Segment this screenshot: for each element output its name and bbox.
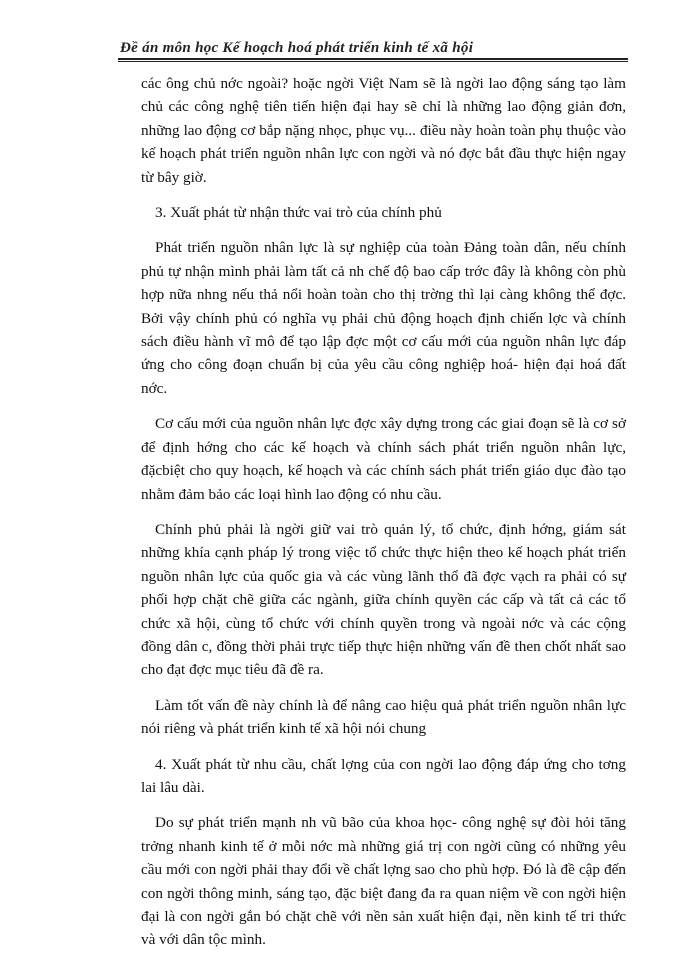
paragraph-efficiency: Làm tốt vấn đề này chính là để nâng cao hiệu quả phát triển nguồn nhân lực nói riêng và phát triển kinh tế xã hội nói chung <box>141 696 626 738</box>
section-heading-3: 3. Xuất phát từ nhận thức vai trò của chính phủ <box>155 204 442 222</box>
running-header: Đề án môn học Kế hoạch hoá phát triển kinh tế xã hội <box>120 40 474 56</box>
paragraph-continuation: các ông chủ nớc ngoài? hoặc ngời Việt Nam sẽ là ngời lao động sáng tạo làm chủ các công nghệ tiên tiến hiện đại hay sẽ chỉ là những lao động giản đơn, những lao động cơ bắp nặng nhọc, phục vụ... điều này hoàn toàn phụ thuộc vào kế hoạch phát triển nguồn nhân lực con ngời và nó đợc bắt đầu thực hiện ngay từ bây giờ. <box>141 75 626 186</box>
paragraph-science-development: Do sự phát triển mạnh nh vũ bão của khoa học- công nghệ sự đòi hỏi tăng trởng nhanh kinh tế ở mỗi nớc mà những giá trị con ngời cũng có những yêu cầu mới con ngời phải thay đổi về chất lợng sao cho phù hợp. Đó là đề cập đến con ngời thông minh, sáng tạo, đặc biệt đang đa ra quan niệm về con ngời hiện đại là con ngời gắn bó chặt chẽ với nền sản xuất hiện đại, nền kinh tế tri thức và với dân tộc mình. <box>141 814 626 949</box>
paragraph-new-structure: Cơ cấu mới của nguồn nhân lực đợc xây dựng trong các giai đoạn sẽ là cơ sở để định hớng cho các kế hoạch và chính sách phát triển nguồn nhân lực, đặcbiệt cho quy hoạch, kế hoạch và các chính sách phát triển giáo dục đào tạo nhằm đảm bảo các loại hình lao động có nhu cầu. <box>141 415 626 503</box>
paragraph-government-role: Phát triển nguồn nhân lực là sự nghiệp của toàn Đảng toàn dân, nếu chính phủ tự nhận mình phải làm tất cả nh chế độ bao cấp trớc đây là không còn phù hợp nữa nhng nếu thả nổi hoàn toàn cho thị trờng thì lại càng không thể đợc. Bởi vậy chính phủ có nghĩa vụ phải chủ động hoạch định chiến lợc và chính sách điều hành vĩ mô để tạo lập đợc một cơ cấu mới của nguồn nhân lực đáp ứng cho công đoạn chuẩn bị của yêu cầu công nghiệp hoá- hiện đại hoá đất nớc. <box>141 239 626 397</box>
paragraph-government-duties: Chính phủ phải là ngời giữ vai trò quản lý, tổ chức, định hớng, giám sát những khía cạnh pháp lý trong việc tổ chức thực hiện theo kế hoạch phát triển nguồn nhân lực của quốc gia và các vùng lãnh thổ đã đợc vạch ra phải có sự phối hợp chặt chẽ giữa các ngành, giữa chính quyền các cấp và tất cả các tổ chức xã hội, cùng tổ chức với chính quyền trong và ngoài nớc và các cộng đồng dân c, đồng thời phải trực tiếp thực hiện những vấn đề then chốt nhất sao cho đạt đợc mục tiêu đã đề ra. <box>141 520 626 679</box>
header-rule <box>118 58 628 62</box>
document-body <box>141 72 626 952</box>
section-heading-4: 4. Xuất phát từ nhu cầu, chất lợng của con ngời lao động đáp ứng cho tơng lai lâu dài. <box>141 755 626 796</box>
